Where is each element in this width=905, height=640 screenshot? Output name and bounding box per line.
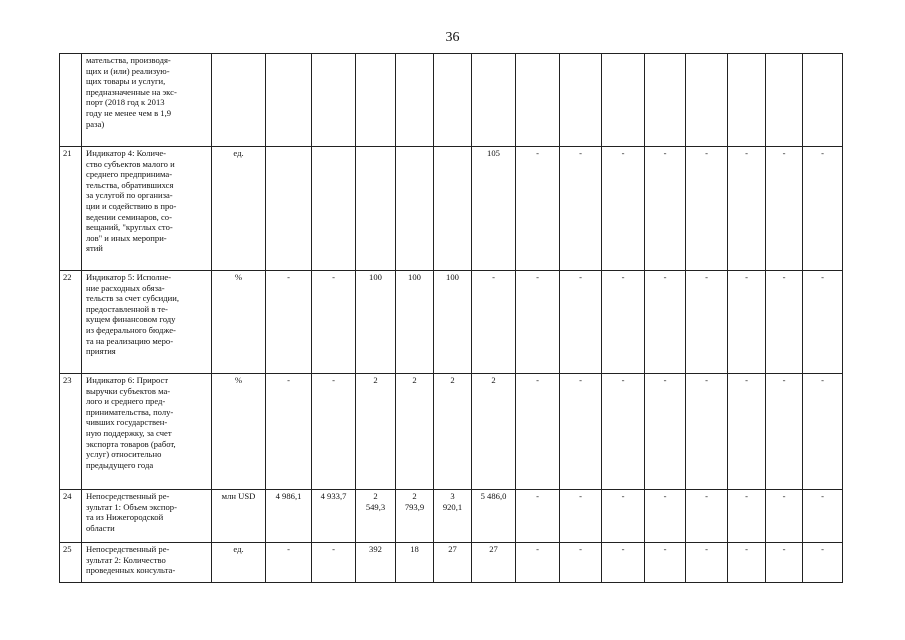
value-cell: -: [686, 271, 728, 374]
value-cell: -: [516, 271, 560, 374]
value-cell: 27: [434, 543, 472, 583]
value-cell: -: [728, 490, 766, 543]
value-cell: -: [728, 374, 766, 490]
value-cell: 2: [356, 374, 396, 490]
value-cell: 3 920,1: [434, 490, 472, 543]
value-cell: [728, 54, 766, 147]
row-number: 25: [60, 543, 82, 583]
unit-cell: %: [212, 374, 266, 490]
value-cell: [766, 54, 803, 147]
value-cell: -: [602, 374, 645, 490]
value-cell: -: [728, 543, 766, 583]
indicator-description: Непосредственный ре- зультат 2: Количество проведенных консульта-: [82, 543, 212, 583]
unit-cell: млн USD: [212, 490, 266, 543]
value-cell: -: [602, 543, 645, 583]
value-cell: [434, 54, 472, 147]
value-cell: 2: [472, 374, 516, 490]
value-cell: [266, 54, 312, 147]
indicator-description: Индикатор 5: Исполне- ние расходных обяза- тельств за счет субсидии, предоставленной в те- кущем финансовом году из федерального бюдже- та на реализацию меро- приятия: [82, 271, 212, 374]
value-cell: 18: [396, 543, 434, 583]
value-cell: -: [803, 271, 843, 374]
value-cell: [434, 147, 472, 271]
value-cell: -: [766, 374, 803, 490]
value-cell: -: [312, 374, 356, 490]
unit-cell: %: [212, 271, 266, 374]
value-cell: -: [266, 543, 312, 583]
unit-cell: [212, 54, 266, 147]
value-cell: [516, 54, 560, 147]
row-number: 23: [60, 374, 82, 490]
indicators-table: [59, 53, 843, 583]
indicator-description: Индикатор 4: Количе- ство субъектов малого и среднего предпринима- тельства, обратившихся за услугой по организа- ции и содействию в про- ведении семинаров, со- вещаний, "круглых сто- лов" и иных меропри- ятий: [82, 147, 212, 271]
indicator-description: Непосредственный ре- зультат 1: Объем экспор- та из Нижегородской области: [82, 490, 212, 543]
value-cell: -: [602, 490, 645, 543]
value-cell: -: [728, 147, 766, 271]
indicator-description: мательства, производя- щих и (или) реализую- щих товары и услуги, предназначенные на экс- порт (2018 год к 2013 году не менее чем в 1,9 раза): [82, 54, 212, 147]
value-cell: 100: [396, 271, 434, 374]
value-cell: -: [803, 543, 843, 583]
value-cell: 2 793,9: [396, 490, 434, 543]
value-cell: -: [312, 271, 356, 374]
value-cell: 27: [472, 543, 516, 583]
value-cell: -: [645, 374, 686, 490]
value-cell: [396, 147, 434, 271]
value-cell: 100: [356, 271, 396, 374]
table-row: [60, 54, 843, 147]
value-cell: -: [516, 147, 560, 271]
row-number: [60, 54, 82, 147]
value-cell: -: [516, 374, 560, 490]
table-row: [60, 374, 843, 490]
value-cell: -: [766, 543, 803, 583]
value-cell: -: [766, 490, 803, 543]
value-cell: -: [472, 271, 516, 374]
table-row: [60, 543, 843, 583]
value-cell: -: [803, 147, 843, 271]
value-cell: -: [602, 147, 645, 271]
table-row: [60, 147, 843, 271]
value-cell: 105: [472, 147, 516, 271]
value-cell: [560, 54, 602, 147]
value-cell: -: [560, 543, 602, 583]
value-cell: 2: [396, 374, 434, 490]
unit-cell: ед.: [212, 147, 266, 271]
value-cell: -: [686, 490, 728, 543]
value-cell: -: [266, 374, 312, 490]
value-cell: [312, 54, 356, 147]
value-cell: -: [766, 271, 803, 374]
value-cell: -: [312, 543, 356, 583]
value-cell: 392: [356, 543, 396, 583]
value-cell: -: [686, 147, 728, 271]
value-cell: 2: [434, 374, 472, 490]
value-cell: -: [560, 271, 602, 374]
value-cell: -: [728, 271, 766, 374]
row-number: 24: [60, 490, 82, 543]
value-cell: -: [803, 490, 843, 543]
unit-cell: ед.: [212, 543, 266, 583]
value-cell: -: [560, 490, 602, 543]
value-cell: 5 486,0: [472, 490, 516, 543]
value-cell: 100: [434, 271, 472, 374]
table-row: [60, 490, 843, 543]
value-cell: -: [645, 271, 686, 374]
value-cell: [356, 54, 396, 147]
value-cell: -: [645, 543, 686, 583]
indicator-description: Индикатор 6: Прирост выручки субъектов ма- лого и среднего пред- принимательства, полу- чивших государствен- ную поддержку, за счет экспорта товаров (работ, услуг) относительно предыдущего года: [82, 374, 212, 490]
value-cell: -: [266, 271, 312, 374]
value-cell: [312, 147, 356, 271]
value-cell: -: [645, 147, 686, 271]
value-cell: -: [803, 374, 843, 490]
value-cell: [356, 147, 396, 271]
row-number: 21: [60, 147, 82, 271]
value-cell: 4 986,1: [266, 490, 312, 543]
value-cell: -: [602, 271, 645, 374]
value-cell: [396, 54, 434, 147]
value-cell: -: [516, 490, 560, 543]
value-cell: [686, 54, 728, 147]
table-row: [60, 271, 843, 374]
value-cell: 2 549,3: [356, 490, 396, 543]
value-cell: [803, 54, 843, 147]
value-cell: [602, 54, 645, 147]
page-number: 36: [445, 30, 460, 45]
value-cell: [266, 147, 312, 271]
value-cell: -: [766, 147, 803, 271]
value-cell: [472, 54, 516, 147]
value-cell: -: [516, 543, 560, 583]
value-cell: -: [560, 374, 602, 490]
value-cell: 4 933,7: [312, 490, 356, 543]
row-number: 22: [60, 271, 82, 374]
value-cell: -: [686, 543, 728, 583]
value-cell: -: [560, 147, 602, 271]
value-cell: [645, 54, 686, 147]
value-cell: -: [645, 490, 686, 543]
value-cell: -: [686, 374, 728, 490]
